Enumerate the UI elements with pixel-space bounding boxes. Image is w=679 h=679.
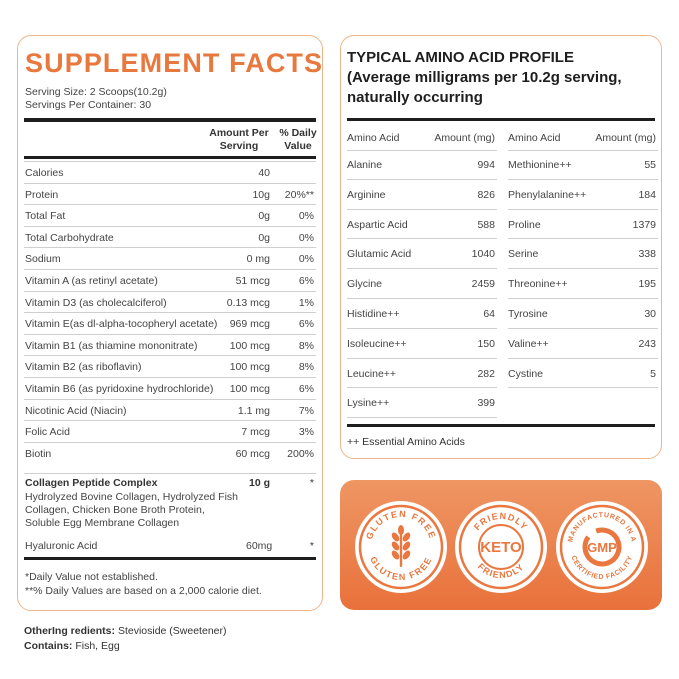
essential-amino-note: ++ Essential Amino Acids: [347, 436, 465, 448]
keto-center-text: KETO: [480, 539, 522, 556]
nutrient-name: Vitamin A (as retinyl acetate): [25, 275, 158, 287]
amino-name: Tyrosine: [508, 308, 548, 320]
amino-value: 994: [477, 159, 495, 171]
hyaluronic-amount: 60mg: [246, 540, 273, 552]
amino-value: 338: [638, 248, 656, 261]
amino-header-row: [508, 126, 658, 151]
amino-name: Cystine: [508, 367, 544, 380]
gmp-bottom-text: CERTIFIED FACILITY: [569, 554, 635, 582]
nutrient-name: Vitamin B6 (as pyridoxine hydrochloride): [25, 383, 214, 395]
nutrient-row: [24, 355, 316, 377]
nutrient-name: Vitamin E(as dl-alpha-tocopheryl acetate): [25, 318, 218, 331]
keto-friendly-icon: [451, 497, 551, 597]
collagen-amount: 10 g: [249, 477, 271, 489]
amino-row: [508, 269, 658, 299]
amino-acid-panel: [340, 35, 662, 459]
nutrient-dv: 0%: [298, 231, 314, 244]
amino-row: [508, 359, 658, 389]
nutrient-amount: 0 mg: [246, 253, 270, 266]
keto-bottom-text: FRIENDLY: [475, 561, 527, 581]
gluten-bottom-text: GLUTEN FREE: [368, 554, 434, 583]
amino-acid-title: [347, 48, 622, 108]
nutrient-row: [24, 399, 316, 421]
nutrient-name: Total Carbohydrate: [25, 231, 114, 244]
ingredients-label: OtherIng redients:: [24, 625, 116, 637]
amino-row: [508, 210, 658, 240]
nutrient-amount: 0g: [258, 210, 270, 223]
thick-divider: [24, 118, 316, 122]
amino-header-row: [347, 126, 497, 151]
amino-row: [508, 180, 658, 210]
amino-value: 399: [477, 397, 495, 410]
amino-value: 826: [477, 188, 495, 201]
nutrient-dv: 1%: [298, 296, 314, 309]
nutrient-name: Vitamin B1 (as thiamine mononitrate): [25, 339, 198, 352]
nutrient-row: [24, 420, 316, 442]
nutrient-dv: 3%: [298, 426, 314, 439]
collagen-title: Collagen Peptide Complex: [25, 477, 158, 489]
amino-name: Histidine++: [347, 308, 400, 320]
amino-row: [508, 329, 658, 359]
amino-value: 64: [483, 308, 495, 320]
amino-name: Proline: [508, 218, 541, 231]
amino-name: Phenylalanine++: [508, 188, 587, 201]
ingredients-value: Stevioside (Sweetener): [117, 625, 227, 637]
daily-value-header: % Daily Value: [279, 127, 317, 152]
amino-name: Alanine: [347, 159, 383, 171]
nutrient-row: [24, 204, 316, 226]
nutrient-dv: 6%: [298, 318, 314, 331]
amino-value: 195: [638, 278, 656, 291]
amino-value: 282: [477, 367, 495, 380]
amino-row: [347, 269, 497, 299]
amino-value: 55: [644, 159, 656, 171]
nutrient-dv: 8%: [298, 361, 314, 374]
nutrient-name: Calories: [25, 167, 64, 179]
thick-divider: [347, 118, 655, 121]
amino-name: Glutamic Acid: [347, 248, 412, 261]
keto-top-text: FRIENDLY: [471, 510, 531, 533]
contains-line: [24, 639, 227, 654]
hyaluronic-dv: *: [309, 540, 314, 552]
nutrient-amount: 0g: [258, 231, 270, 244]
other-ingredients: [24, 624, 227, 654]
nutrient-dv: 6%: [298, 383, 314, 395]
nutrient-dv: 20%**: [284, 188, 314, 201]
nutrient-amount: 10g: [252, 188, 270, 201]
amino-name: Serine: [508, 248, 539, 261]
amino-name: Methionine++: [508, 159, 572, 171]
amino-row: [347, 388, 497, 418]
serving-size: Serving Size: 2 Scoops(10.2g): [25, 86, 167, 98]
nutrient-dv: 0%: [298, 253, 314, 266]
other-ingredients-line: [24, 624, 227, 639]
nutrient-name: Nicotinic Acid (Niacin): [25, 404, 127, 417]
amount-per-serving-header: Amount Per Serving: [209, 127, 269, 152]
footnote-dv: *Daily Value not established.: [25, 571, 158, 583]
nutrient-row: [24, 291, 316, 313]
nutrient-amount: 7 mcg: [241, 426, 270, 439]
contains-label: Contains:: [24, 640, 73, 652]
amino-row: [347, 150, 497, 180]
amino-row: [508, 239, 658, 269]
nutrient-dv: 0%: [298, 210, 314, 223]
amino-row: [347, 180, 497, 210]
amino-value: 5: [650, 367, 656, 380]
gluten-free-icon: [351, 497, 451, 597]
badges-panel: [340, 480, 662, 610]
nutrient-row: [24, 247, 316, 269]
amino-name: Lysine++: [347, 397, 390, 410]
amino-title-line1: TYPICAL AMINO ACID PROFILE: [347, 49, 574, 66]
nutrient-dv: 7%: [298, 404, 314, 417]
nutrient-amount: 0.13 mcg: [226, 296, 270, 309]
nutrient-amount: 100 mcg: [229, 339, 270, 352]
amino-title-line2: (Average milligrams per 10.2g serving,: [347, 69, 622, 86]
nutrient-name: Vitamin B2 (as riboflavin): [25, 361, 142, 374]
collagen-dv: *: [309, 477, 314, 489]
hyaluronic-name: Hyaluronic Acid: [25, 540, 98, 552]
nutrient-amount: 100 mcg: [229, 361, 270, 374]
supplement-facts-title: SUPPLEMENT FACTS: [25, 48, 324, 78]
nutrient-name: Protein: [25, 188, 59, 201]
amino-row: [347, 299, 497, 329]
nutrient-amount: 1.1 mg: [237, 404, 270, 417]
amino-name: Aspartic Acid: [347, 218, 408, 231]
supplement-facts-panel: [17, 35, 323, 611]
nutrient-amount: 60 mcg: [235, 447, 270, 460]
footnote-calorie: **% Daily Values are based on a 2,000 calorie diet.: [25, 585, 262, 597]
serving-info: [25, 86, 167, 112]
nutrient-dv: 8%: [298, 339, 314, 352]
thick-divider: [24, 156, 316, 159]
amino-row: [508, 150, 658, 180]
thick-divider: [24, 557, 316, 560]
nutrient-row: [24, 312, 316, 334]
thick-divider: [347, 424, 655, 427]
amino-row: [508, 299, 658, 329]
gmp-certified-icon: [552, 497, 652, 597]
amino-value: 243: [638, 337, 656, 350]
amino-value: 2459: [471, 278, 495, 291]
servings-per-container: Servings Per Container: 30: [25, 99, 152, 111]
nutrient-name: Sodium: [25, 253, 61, 266]
gluten-top-text: GLUTEN FREE: [364, 508, 438, 541]
nutrient-amount: 100 mcg: [229, 383, 270, 395]
amino-row: [347, 239, 497, 269]
gmp-top-text: MANUFACTURED IN A: [567, 511, 637, 543]
amino-name: Valine++: [508, 337, 549, 350]
amino-value: 30: [644, 308, 656, 320]
amino-header-amount: Amount (mg): [434, 132, 495, 144]
nutrient-name: Total Fat: [25, 210, 66, 223]
nutrient-row: [24, 334, 316, 356]
nutrient-name: Biotin: [25, 447, 52, 460]
amino-name: Glycine: [347, 278, 383, 291]
amino-row: [347, 210, 497, 240]
amino-title-line3: naturally occurring: [347, 89, 483, 106]
amino-value: 184: [638, 188, 656, 201]
nutrient-row: [24, 183, 316, 205]
nutrient-amount: 40: [258, 167, 270, 179]
collagen-description: Hydrolyzed Bovine Collagen, Hydrolyzed Fish Collagen, Chicken Bone Broth Protein, Soluble Egg Membrane Collagen: [25, 491, 239, 529]
nutrient-row: [24, 161, 316, 183]
amino-header-name: Amino Acid: [347, 132, 400, 144]
nutrient-row: [24, 377, 316, 399]
nutrient-row: [24, 269, 316, 291]
nutrient-amount: 51 mcg: [235, 275, 270, 287]
amino-value: 588: [477, 218, 495, 231]
nutrient-row: [24, 226, 316, 248]
amino-header-name: Amino Acid: [508, 132, 561, 144]
nutrient-dv: 6%: [298, 275, 314, 287]
amino-name: Isoleucine++: [347, 337, 407, 350]
amino-name: Leucine++: [347, 367, 397, 380]
nutrient-name: Folic Acid: [25, 426, 70, 439]
amino-value: 150: [477, 337, 495, 350]
amino-value: 1379: [632, 218, 656, 231]
amino-name: Threonine++: [508, 278, 568, 291]
nutrient-name: Vitamin D3 (as cholecalciferol): [25, 296, 167, 309]
nutrient-row: [24, 442, 316, 464]
contains-value: Fish, Egg: [75, 640, 120, 652]
amino-value: 1040: [471, 248, 495, 261]
amino-header-amount: Amount (mg): [595, 132, 656, 144]
nutrient-amount: 969 mcg: [229, 318, 270, 331]
nutrient-dv: 200%: [287, 447, 314, 460]
gmp-center-text: GMP: [587, 540, 617, 555]
amino-name: Arginine: [347, 188, 386, 201]
amino-row: [347, 329, 497, 359]
amino-row: [347, 359, 497, 389]
